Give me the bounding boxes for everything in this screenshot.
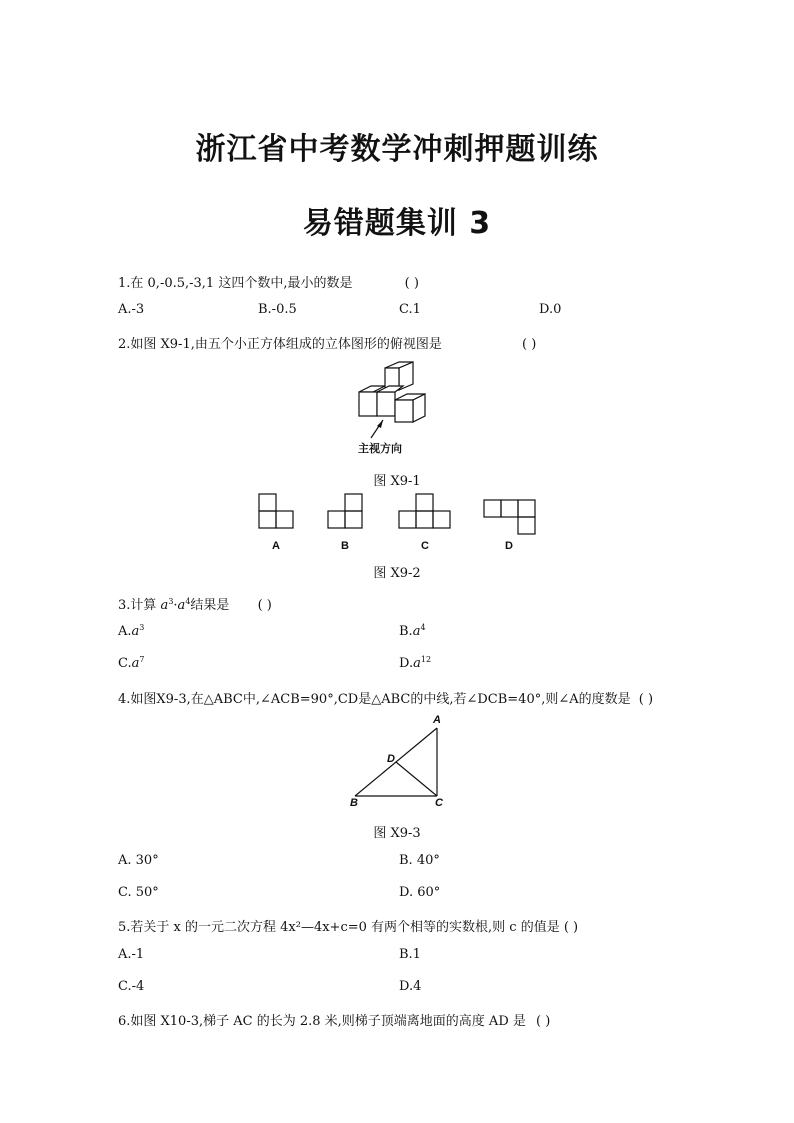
choice-a-figure (258, 493, 294, 529)
choice-b-figure (327, 493, 363, 529)
question-1-text: 1.在 0,-0.5,-3,1 这四个数中,最小的数是 (118, 276, 353, 291)
question-5-text: 5.若关于 x 的一元二次方程 4x²—4x+c=0 有两个相等的实数根,则 c 的值是 (118, 920, 560, 935)
answer-paren: ( ) (522, 337, 537, 352)
option-d: D.4 (399, 979, 422, 994)
page-title: 浙江省中考数学冲刺押题训练 (195, 132, 599, 167)
answer-paren: ( ) (563, 920, 579, 935)
option-c: C.1 (399, 302, 421, 317)
question-6-text: 6.如图 X10-3,梯子 AC 的长为 2.8 米,则梯子顶端离地面的高度 AD 是 (118, 1014, 526, 1029)
option-b (399, 624, 426, 639)
choice-c-figure (398, 493, 452, 529)
option-prefix: B. (399, 624, 413, 639)
question-6 (118, 1010, 550, 1029)
choice-a-label: A (272, 540, 280, 552)
exponent: 4 (185, 597, 191, 606)
option-d (399, 656, 431, 671)
option-c (118, 656, 144, 671)
multiply-dot: · (173, 598, 178, 613)
variable-a: a (131, 656, 140, 671)
variable-a: a (131, 624, 140, 639)
variable-a: a (160, 598, 169, 613)
question-3-text: 3.计算 (118, 598, 161, 613)
answer-paren: ( ) (638, 692, 654, 707)
exponent: 7 (139, 655, 145, 664)
answer-paren: ( ) (257, 598, 272, 613)
option-c: C.-4 (118, 979, 145, 994)
variable-a: a (412, 624, 421, 639)
option-a: A.-3 (118, 302, 145, 317)
option-a: A. 30° (118, 853, 159, 868)
triangle-figure (350, 725, 450, 805)
exponent: 4 (420, 623, 426, 632)
question-2 (118, 333, 536, 352)
answer-paren: ( ) (404, 276, 419, 291)
point-b-label: B (350, 797, 358, 809)
figure-caption: 图 X9-3 (373, 826, 421, 841)
question-2-text: 2.如图 X9-1,由五个小正方体组成的立体图形的俯视图是 (118, 337, 442, 352)
option-d: D.0 (539, 302, 562, 317)
figure-caption: 图 X9-2 (373, 566, 421, 581)
question-1 (118, 272, 419, 291)
question-4-text: 4.如图X9-3,在△ABC中,∠ACB=90°,CD是△ABC的中线,若∠DCB=40°,则∠A的度数是 (118, 692, 631, 707)
cube-figure (355, 362, 445, 442)
option-b: B.1 (399, 947, 421, 962)
answer-paren: ( ) (536, 1014, 551, 1029)
choice-d-label: D (505, 540, 513, 552)
page-subtitle: 易错题集训 3 (302, 206, 492, 241)
exponent: 3 (168, 597, 174, 606)
option-prefix: C. (118, 656, 132, 671)
choice-d-figure (483, 499, 537, 535)
option-prefix: D. (399, 656, 414, 671)
exponent: 3 (139, 623, 145, 632)
option-b: B.-0.5 (258, 302, 297, 317)
point-d-label: D (387, 753, 395, 765)
variable-a: a (177, 598, 186, 613)
question-5 (118, 916, 578, 935)
variable-a: a (413, 656, 421, 671)
choice-b-label: B (341, 540, 349, 552)
option-a: A.-1 (118, 947, 145, 962)
option-a (118, 624, 144, 639)
option-prefix: A. (118, 624, 132, 639)
point-c-label: C (435, 797, 443, 809)
view-direction-label: 主视方向 (358, 443, 402, 455)
point-a-label: A (433, 714, 441, 726)
option-d: D. 60° (399, 885, 441, 900)
question-4 (118, 688, 653, 707)
question-3-text: 结果是 (190, 598, 230, 613)
option-b: B. 40° (399, 853, 440, 868)
choice-c-label: C (421, 540, 429, 552)
question-3 (118, 594, 272, 613)
exponent: 12 (420, 655, 432, 664)
figure-caption: 图 X9-1 (373, 474, 421, 489)
option-c: C. 50° (118, 885, 159, 900)
